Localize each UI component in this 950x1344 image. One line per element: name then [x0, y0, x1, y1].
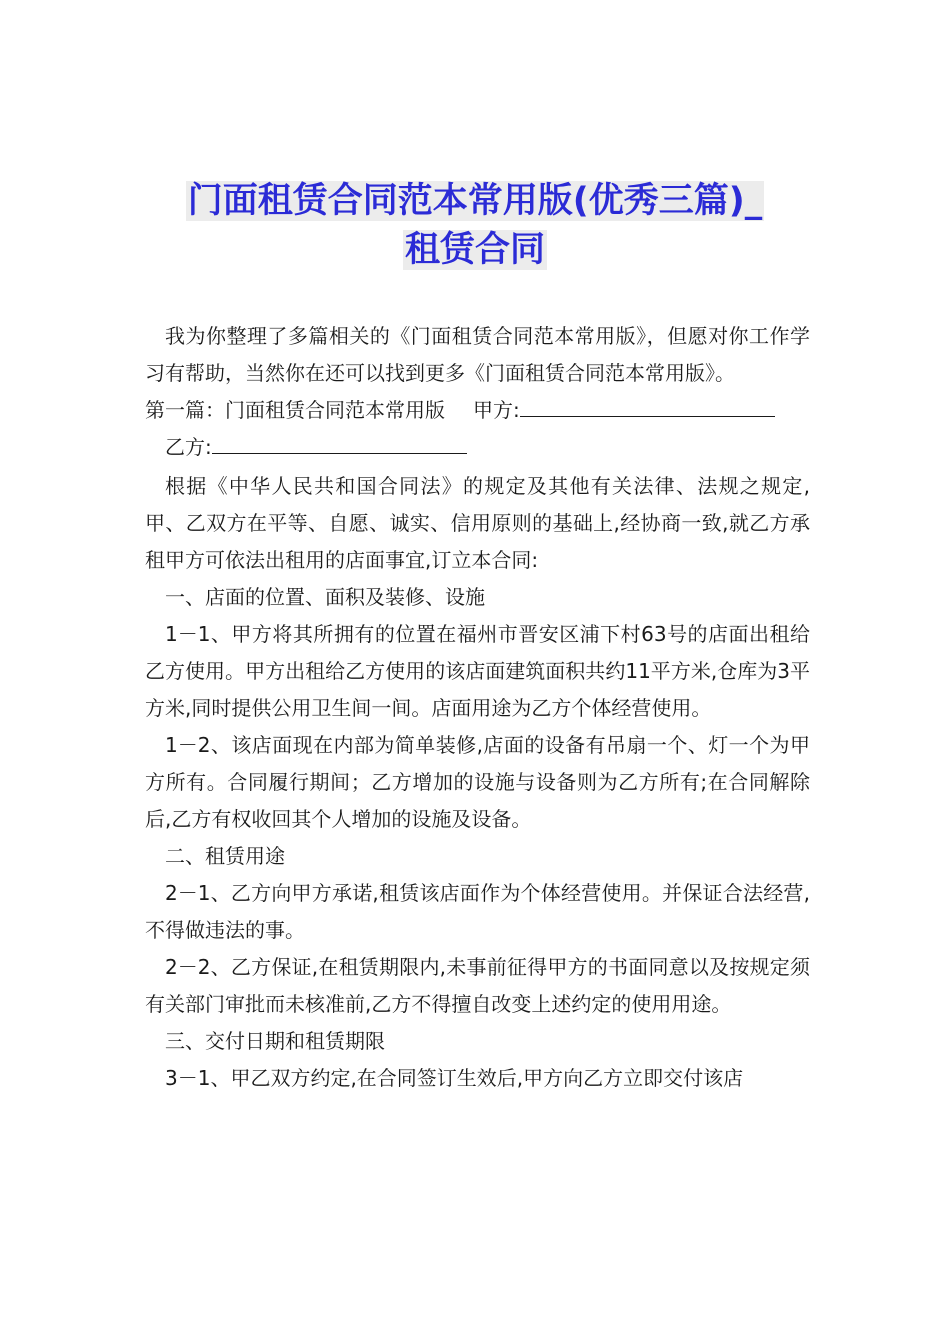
party-a-label: 甲方:: [473, 398, 520, 422]
party-b-blank[interactable]: [212, 431, 467, 454]
clause-1-2: 1－2、该店面现在内部为简单装修,店面的设备有吊扇一个、灯一个为甲方所有。合同履行期间；乙方增加的设施与设备则为乙方所有;在合同解除后,乙方有权收回其个人增加的设施及设备。: [145, 733, 810, 831]
title-text-1: 门面租赁合同范本常用版(优秀三篇)_: [187, 181, 763, 221]
section1-heading: 一、店面的位置、面积及装修、设施: [165, 585, 485, 609]
party-b-label: 乙方:: [165, 435, 212, 459]
intro-paragraph: 我为你整理了多篇相关的《门面租赁合同范本常用版》，但愿对你工作学习有帮助，当然你在还可以找到更多《门面租赁合同范本常用版》。: [145, 324, 810, 385]
document-title-line-1: [120, 177, 830, 225]
title-text-2: 租赁合同: [404, 230, 545, 270]
party-a-blank[interactable]: [520, 394, 775, 417]
preamble-paragraph: 根据《中华人民共和国合同法》的规定及其他有关法律、法规之规定,甲、乙双方在平等、自愿、诚实、信用原则的基础上,经协商一致,就乙方承租甲方可依法出租用的店面事宜,订立本合同:: [145, 474, 810, 572]
party-b-row: [145, 429, 810, 466]
part1-heading-row: [145, 392, 810, 429]
document-body: [145, 318, 810, 1097]
section3-heading: 三、交付日期和租赁期限: [165, 1029, 385, 1053]
clause-2-1: 2－1、乙方向甲方承诺,租赁该店面作为个体经营使用。并保证合法经营,不得做违法的事。: [145, 881, 810, 942]
section2-heading: 二、租赁用途: [165, 844, 285, 868]
clause-2-2: 2－2、乙方保证,在租赁期限内,未事前征得甲方的书面同意以及按规定须有关部门审批而未核准前,乙方不得擅自改变上述约定的使用用途。: [145, 955, 810, 1016]
clause-1-1: 1－1、甲方将其所拥有的位置在福州市晋安区浦下村63号的店面出租给乙方使用。甲方出租给乙方使用的该店面建筑面积共约11平方米,仓库为3平方米,同时提供公用卫生间一间。店面用途为乙方个体经营使用。: [145, 622, 810, 720]
document-title-line-2: [120, 226, 830, 274]
clause-3-1: 3－1、甲乙双方约定,在合同签订生效后,甲方向乙方立即交付该店: [165, 1066, 744, 1090]
part1-heading: 第一篇：门面租赁合同范本常用版: [145, 398, 445, 422]
